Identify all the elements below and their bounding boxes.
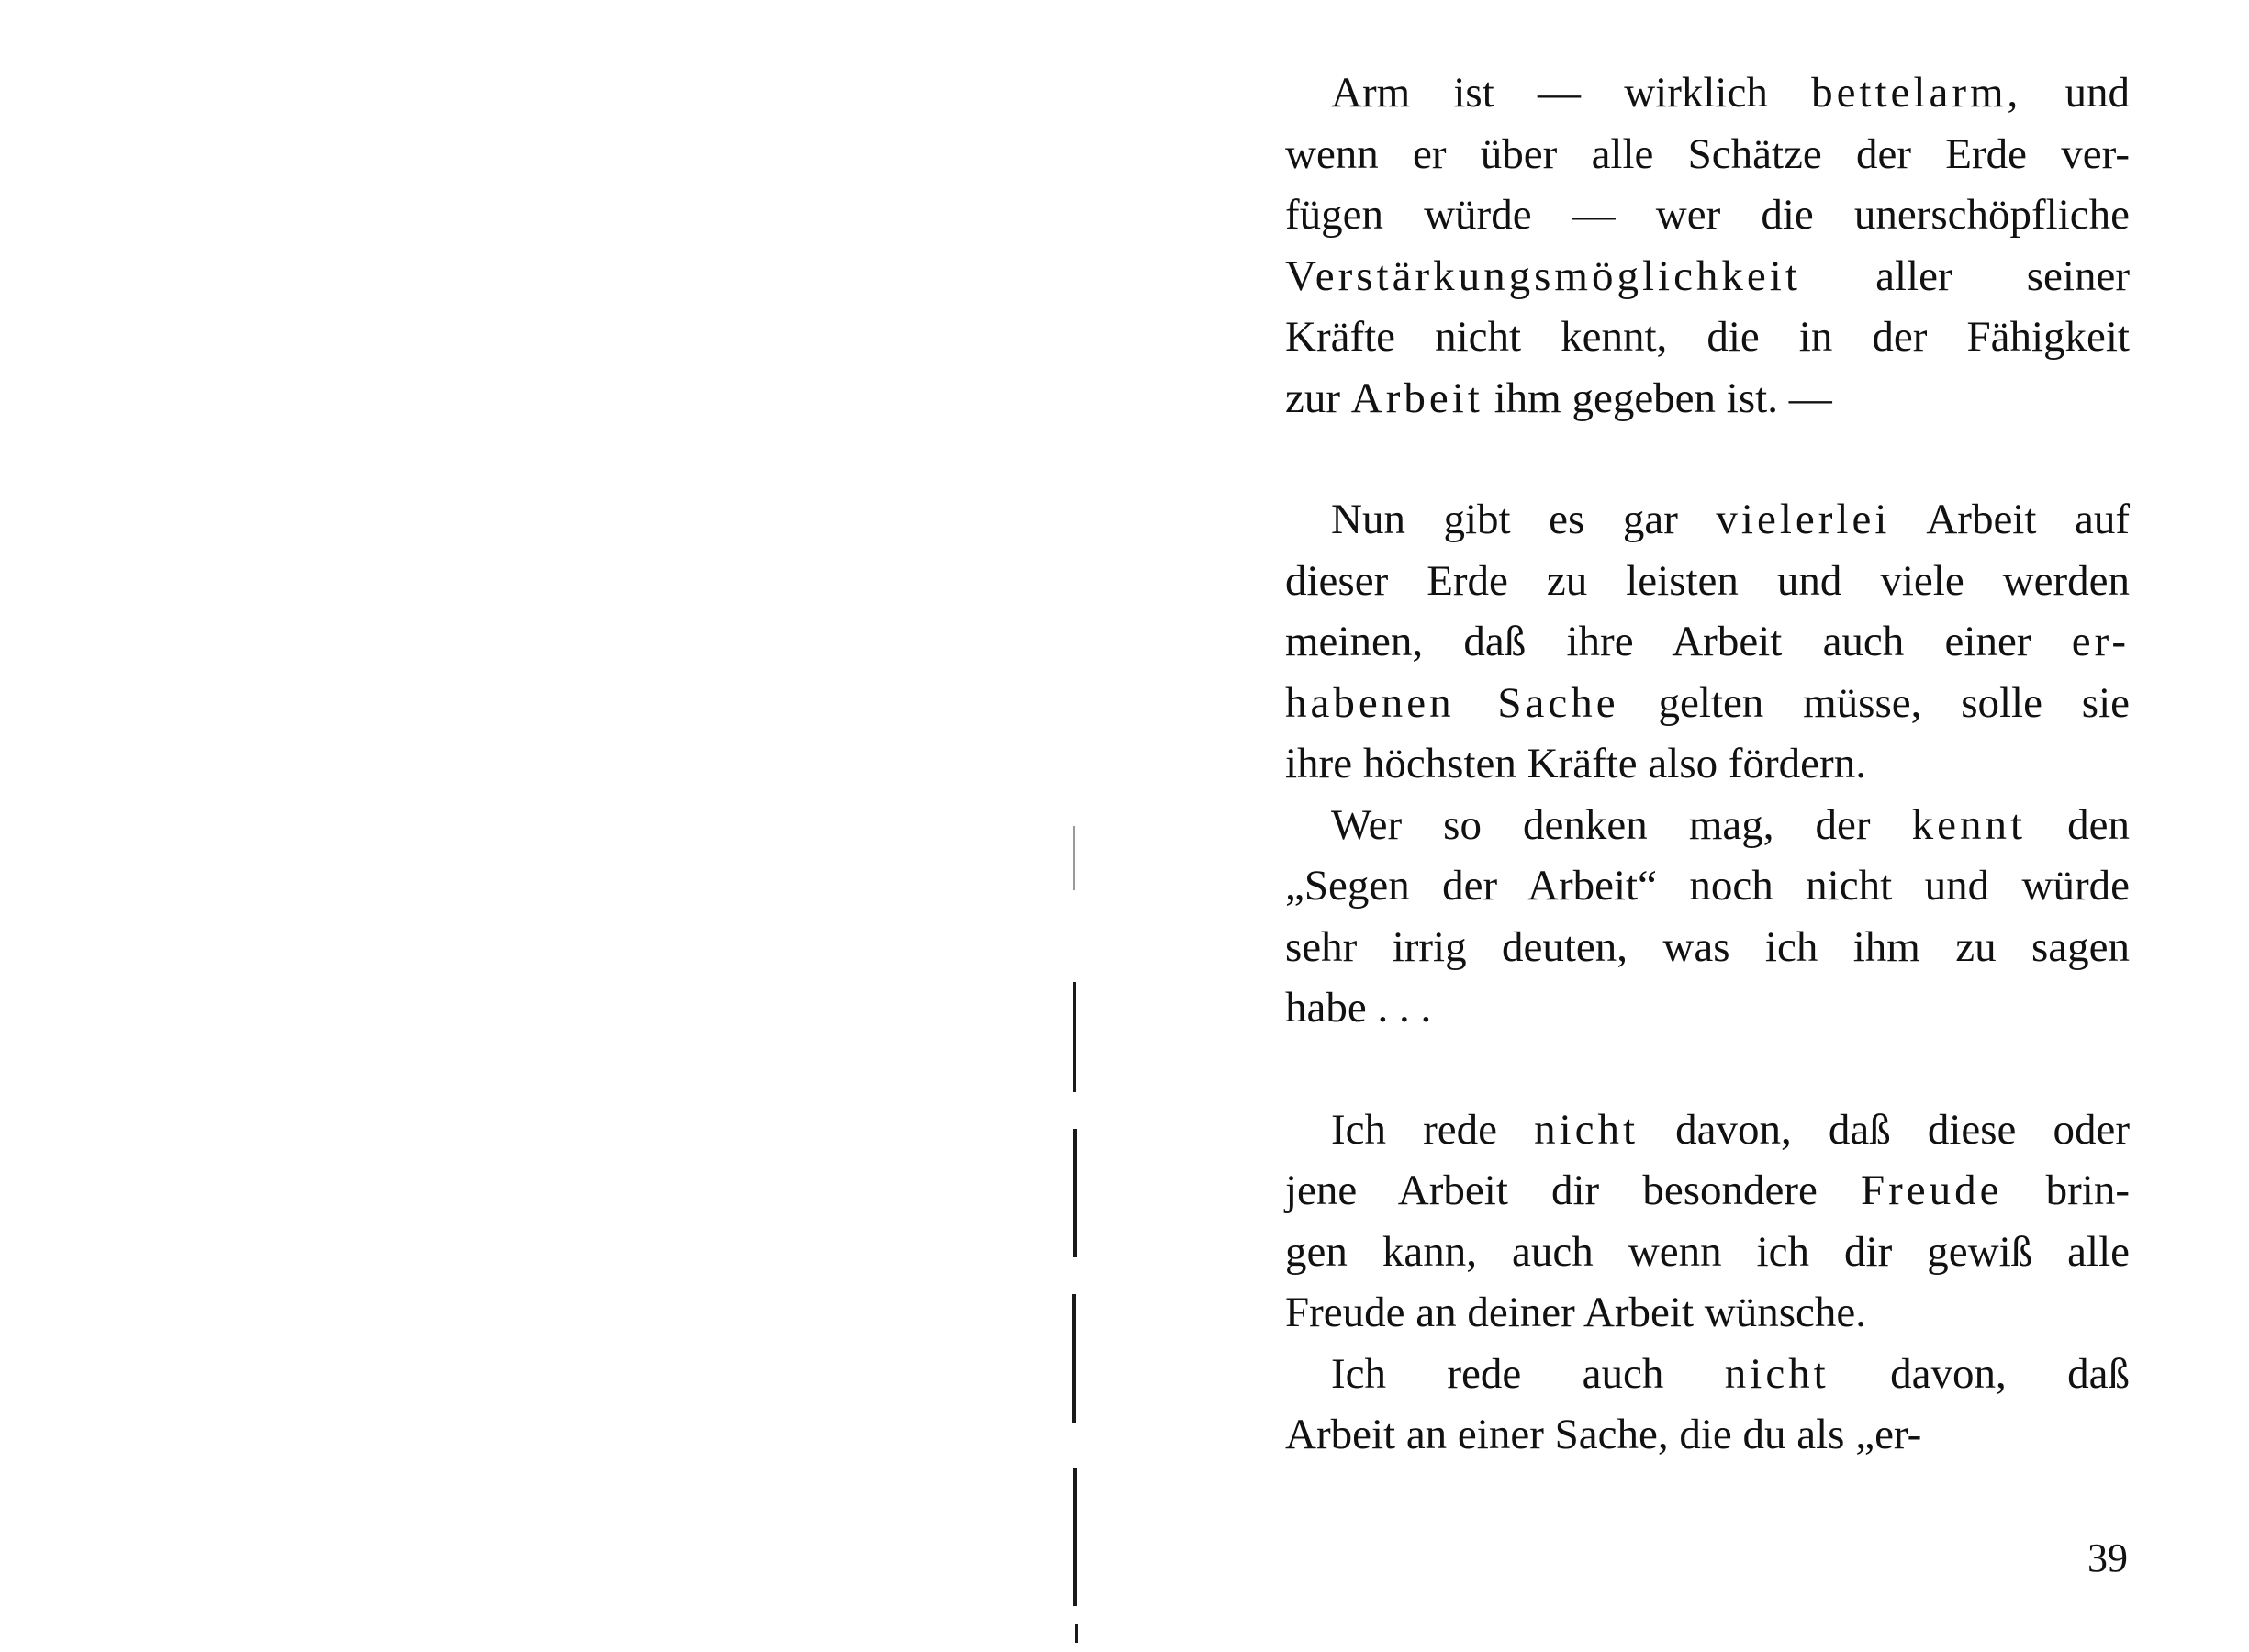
- text-line: [1285, 917, 2130, 978]
- text-line: [1285, 551, 2130, 612]
- text-line: [1285, 1160, 2130, 1222]
- text-line: [1285, 307, 2130, 368]
- text-run: davon, daß: [1829, 1349, 2130, 1398]
- paragraph: [1285, 1344, 2130, 1466]
- text-line: [1285, 1282, 2130, 1344]
- text-run: Ich rede: [1331, 1105, 1535, 1154]
- text-run: Ich rede auch: [1331, 1349, 1725, 1398]
- text-run: ihm gegeben ist. —: [1483, 374, 1832, 422]
- text-run: Freude an deiner Arbeit wünsche.: [1285, 1289, 1866, 1336]
- text-run: fügen würde — wer die unerschöpfliche: [1285, 191, 2130, 239]
- text-run: dieser Erde zu leisten und viele werden: [1285, 556, 2130, 605]
- text-line: [1285, 1222, 2130, 1283]
- text-run: davon, daß diese oder: [1639, 1105, 2130, 1154]
- spaced-emphasis: habenen Sache: [1285, 678, 1619, 727]
- text-line: [1285, 368, 2130, 430]
- text-line: [1285, 62, 2130, 124]
- text-run: Arm ist — wirklich: [1331, 69, 1812, 117]
- text-run: gelten müsse, solle sie: [1618, 678, 2130, 727]
- paragraph: [1285, 795, 2130, 1039]
- text-run: wenn er über alle Schätze der Erde ver-: [1285, 129, 2130, 178]
- text-line: [1285, 184, 2130, 246]
- text-line: [1285, 246, 2130, 307]
- text-run: jene Arbeit dir besondere: [1285, 1166, 1861, 1214]
- spaced-emphasis: Verstärkungsmöglichkeit: [1285, 251, 1801, 300]
- spaced-emphasis: Freude: [1860, 1166, 2003, 1214]
- spaced-emphasis: Arbeit: [1350, 374, 1483, 422]
- paragraph: [1285, 62, 2130, 429]
- text-run: „Segen der Arbeit“ noch nicht und würde: [1285, 862, 2130, 910]
- text-line: [1285, 489, 2130, 551]
- book-page-right: [1285, 62, 2130, 1466]
- text-run: ihre höchsten Kräfte also fördern.: [1285, 740, 1866, 787]
- spaced-emphasis: vielerlei: [1716, 496, 1891, 543]
- text-line: [1285, 977, 2130, 1039]
- paragraph: [1285, 1099, 2130, 1344]
- spaced-emphasis: nicht: [1724, 1349, 1829, 1398]
- text-run: aller seiner: [1800, 251, 2130, 300]
- spaced-emphasis: kennt: [1911, 800, 2027, 849]
- text-run: sehr irrig deuten, was ich ihm zu sagen: [1285, 922, 2130, 971]
- paragraph-gap: [1285, 1039, 2130, 1099]
- binding-gutter-shadow: [1072, 826, 1085, 1652]
- text-run: habe . . .: [1285, 984, 1432, 1032]
- text-run: Arbeit an einer Sache, die du als „er-: [1285, 1411, 1922, 1458]
- text-line: [1285, 1404, 2130, 1466]
- text-line: [1285, 1099, 2130, 1161]
- text-line: [1285, 855, 2130, 917]
- page-text: [1285, 62, 2130, 1466]
- text-run: den: [2026, 800, 2130, 849]
- spaced-emphasis: nicht: [1534, 1105, 1639, 1154]
- text-run: Nun gibt es gar: [1331, 496, 1717, 543]
- text-run: gen kann, auch wenn ich dir gewiß alle: [1285, 1227, 2130, 1276]
- text-run: Arbeit auf: [1890, 496, 2130, 543]
- text-run: meinen, daß ihre Arbeit auch einer: [1285, 618, 2072, 665]
- spaced-emphasis: er-: [2071, 618, 2130, 665]
- paragraph: [1285, 489, 2130, 795]
- text-run: Kräfte nicht kennt, die in der Fähigkeit: [1285, 313, 2130, 361]
- text-line: [1285, 124, 2130, 185]
- text-run: brin-: [2002, 1166, 2130, 1214]
- page-number: 39: [2087, 1535, 2128, 1580]
- text-line: [1285, 795, 2130, 856]
- text-line: [1285, 733, 2130, 795]
- spaced-emphasis: bettelarm,: [1811, 69, 2022, 117]
- text-line: [1285, 1344, 2130, 1405]
- text-line: [1285, 673, 2130, 734]
- text-line: [1285, 611, 2130, 673]
- paragraph-gap: [1285, 429, 2130, 489]
- text-run: und: [2021, 69, 2130, 117]
- text-run: Wer so denken mag, der: [1331, 800, 1912, 849]
- text-run: zur: [1285, 374, 1351, 422]
